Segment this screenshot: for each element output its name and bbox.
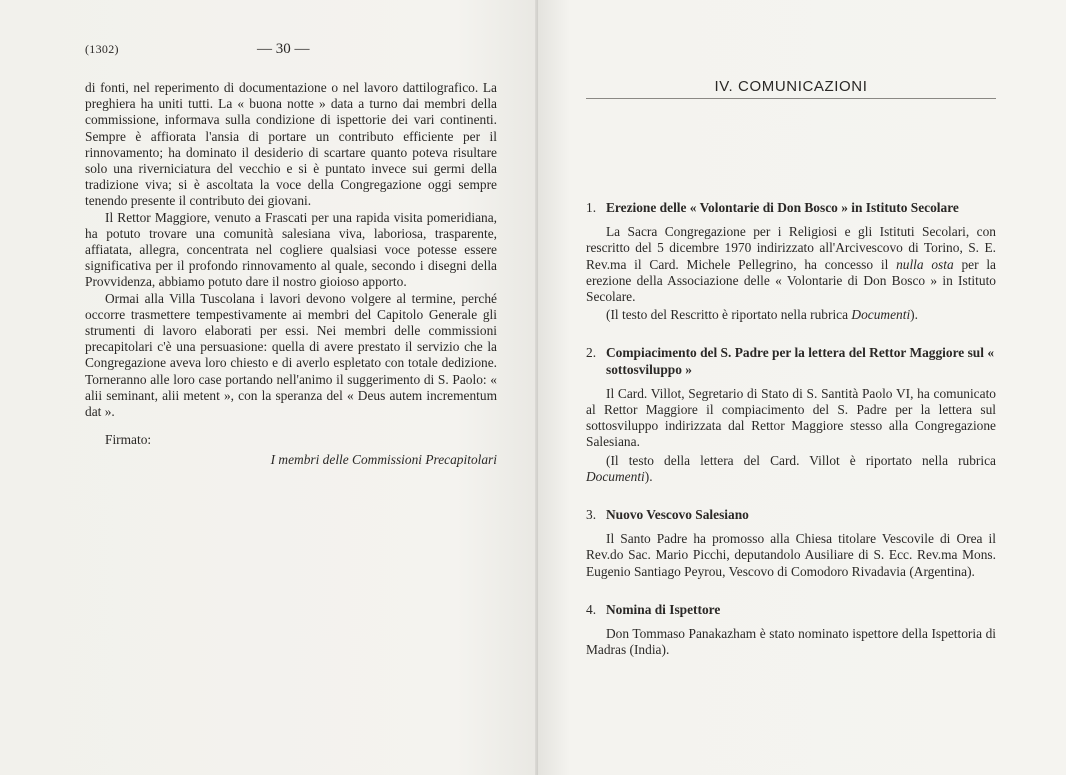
communication-item <box>586 345 996 485</box>
paragraph: Ormai alla Villa Tuscolana i lavori devono volgere al termine, perché occorre trasmettere tempestivamente ai membri del Capitolo Generale gli strumenti di lavoro elaborati per essi. Nei membri delle commissioni precapitolari c'è una persuasione: quella di avere prestato il servizio che la Congregazione aveva loro chiesto e di averlo espletato con totale dedizione. Torneranno alle loro case portando nell'animo il suggerimento di S. Paolo: « alii seminant, alii metent », con la speranza del « Deus autem incrementum dat ». <box>85 290 497 420</box>
item-body-emphasis: nulla osta <box>896 256 954 272</box>
left-page-body <box>85 80 497 469</box>
note-text: (Il testo della lettera del Card. Villot è riportato nella rubrica <box>606 452 996 468</box>
item-heading <box>586 602 996 618</box>
communication-item <box>586 602 996 659</box>
item-body-text: per la erezione della Associazione delle « Volontarie di Don Bosco » in Istituto Secolare. <box>586 256 996 305</box>
section-divider <box>586 98 996 99</box>
item-number: 4. <box>586 601 597 617</box>
note-emphasis: Documenti <box>586 468 645 484</box>
note-text: ). <box>644 468 653 484</box>
item-body: Il Card. Villot, Segretario di Stato di S. Santità Paolo VI, ha comunicato al Rettor Maggiore il compiacimento del S. Padre per la lettera sul sottosviluppo indirizzata dal Rettor Maggiore stesso alla Congregazione Salesiana. <box>586 385 996 450</box>
running-head <box>85 42 495 62</box>
item-body <box>586 224 996 305</box>
item-number: 2. <box>586 345 597 361</box>
paragraph: di fonti, nel reperimento di documentazione o nel lavoro dattilografico. La preghiera ha uniti tutti. La « buona notte » data a turno dai membri della commissione, informava sulla condizione di ispettorie dei vari continenti. Sempre è affiorata l'ansia di portare un contributo efficiente per il rinnovamento; ha dominato il desiderio di scartare quanto poteva risultare solo una riverniciatura del vecchio e si è puntato invece sui germi della tradizione viva; si è ascoltata la voce della Congregazione oggi sempre tenendo presente il contributo dei giovani. <box>85 80 497 209</box>
item-body: Il Santo Padre ha promosso alla Chiesa titolare Vescovile di Orea il Rev.do Sac. Mario Picchi, deputandolo Ausiliare di S. Ecc. Rev.ma Mons. Eugenio Santiago Peyrou, Vescovo di Comodoro Rivadavia (Argentina). <box>586 531 996 579</box>
communication-item <box>586 200 996 323</box>
signed-label: Firmato: <box>105 432 152 448</box>
communication-item <box>586 507 996 580</box>
section-title: IV. COMUNICAZIONI <box>714 78 868 95</box>
paragraph: Il Rettor Maggiore, venuto a Frascati per una rapida visita pomeridiana, ha potuto trovare una comunità salesiana viva, laboriosa, trasparente, affiatata, allegra, concentrata nel cogliere qualsiasi voce potesse essere significativa per il profondo rinnovamento al quale, secondo i disegni della Provvidenza, abbiamo potuto dare il nostro gioioso apporto. <box>85 209 497 290</box>
item-body-text: La Sacra Congregazione per i Religiosi e gli Istituti Secolari, con rescritto del 5 dicembre 1970 indirizzato all'Arcivescovo di Torino, S. E. Rev.ma il Card. Michele Pellegrino, ha concesso il <box>586 224 996 272</box>
communications-list <box>586 200 996 680</box>
item-heading <box>586 200 996 216</box>
note-text: ). <box>910 307 918 323</box>
signatories: I membri delle Commissioni Precapitolari <box>270 452 497 468</box>
folio-number: (1302) <box>85 42 119 56</box>
item-number: 3. <box>586 507 597 523</box>
item-title: Nomina di Ispettore <box>606 601 721 617</box>
item-note <box>586 307 996 323</box>
note-text: (Il testo del Rescritto è riportato nella rubrica <box>606 307 852 323</box>
item-heading <box>586 345 996 377</box>
item-body: Don Tommaso Panakazham è stato nominato ispettore della Ispettoria di Madras (India). <box>586 626 996 658</box>
page-number: — 30 — <box>257 41 310 57</box>
item-number: 1. <box>586 200 597 215</box>
item-title: Erezione delle « Volontarie di Don Bosco » in Istituto Secolare <box>606 200 959 215</box>
note-emphasis: Documenti <box>851 307 911 323</box>
item-title: Nuovo Vescovo Salesiano <box>606 507 749 523</box>
item-title: Compiacimento del S. Padre per la lettera del Rettor Maggiore sul « sottosviluppo » <box>606 345 995 377</box>
item-heading <box>586 507 996 523</box>
item-note <box>586 453 996 485</box>
